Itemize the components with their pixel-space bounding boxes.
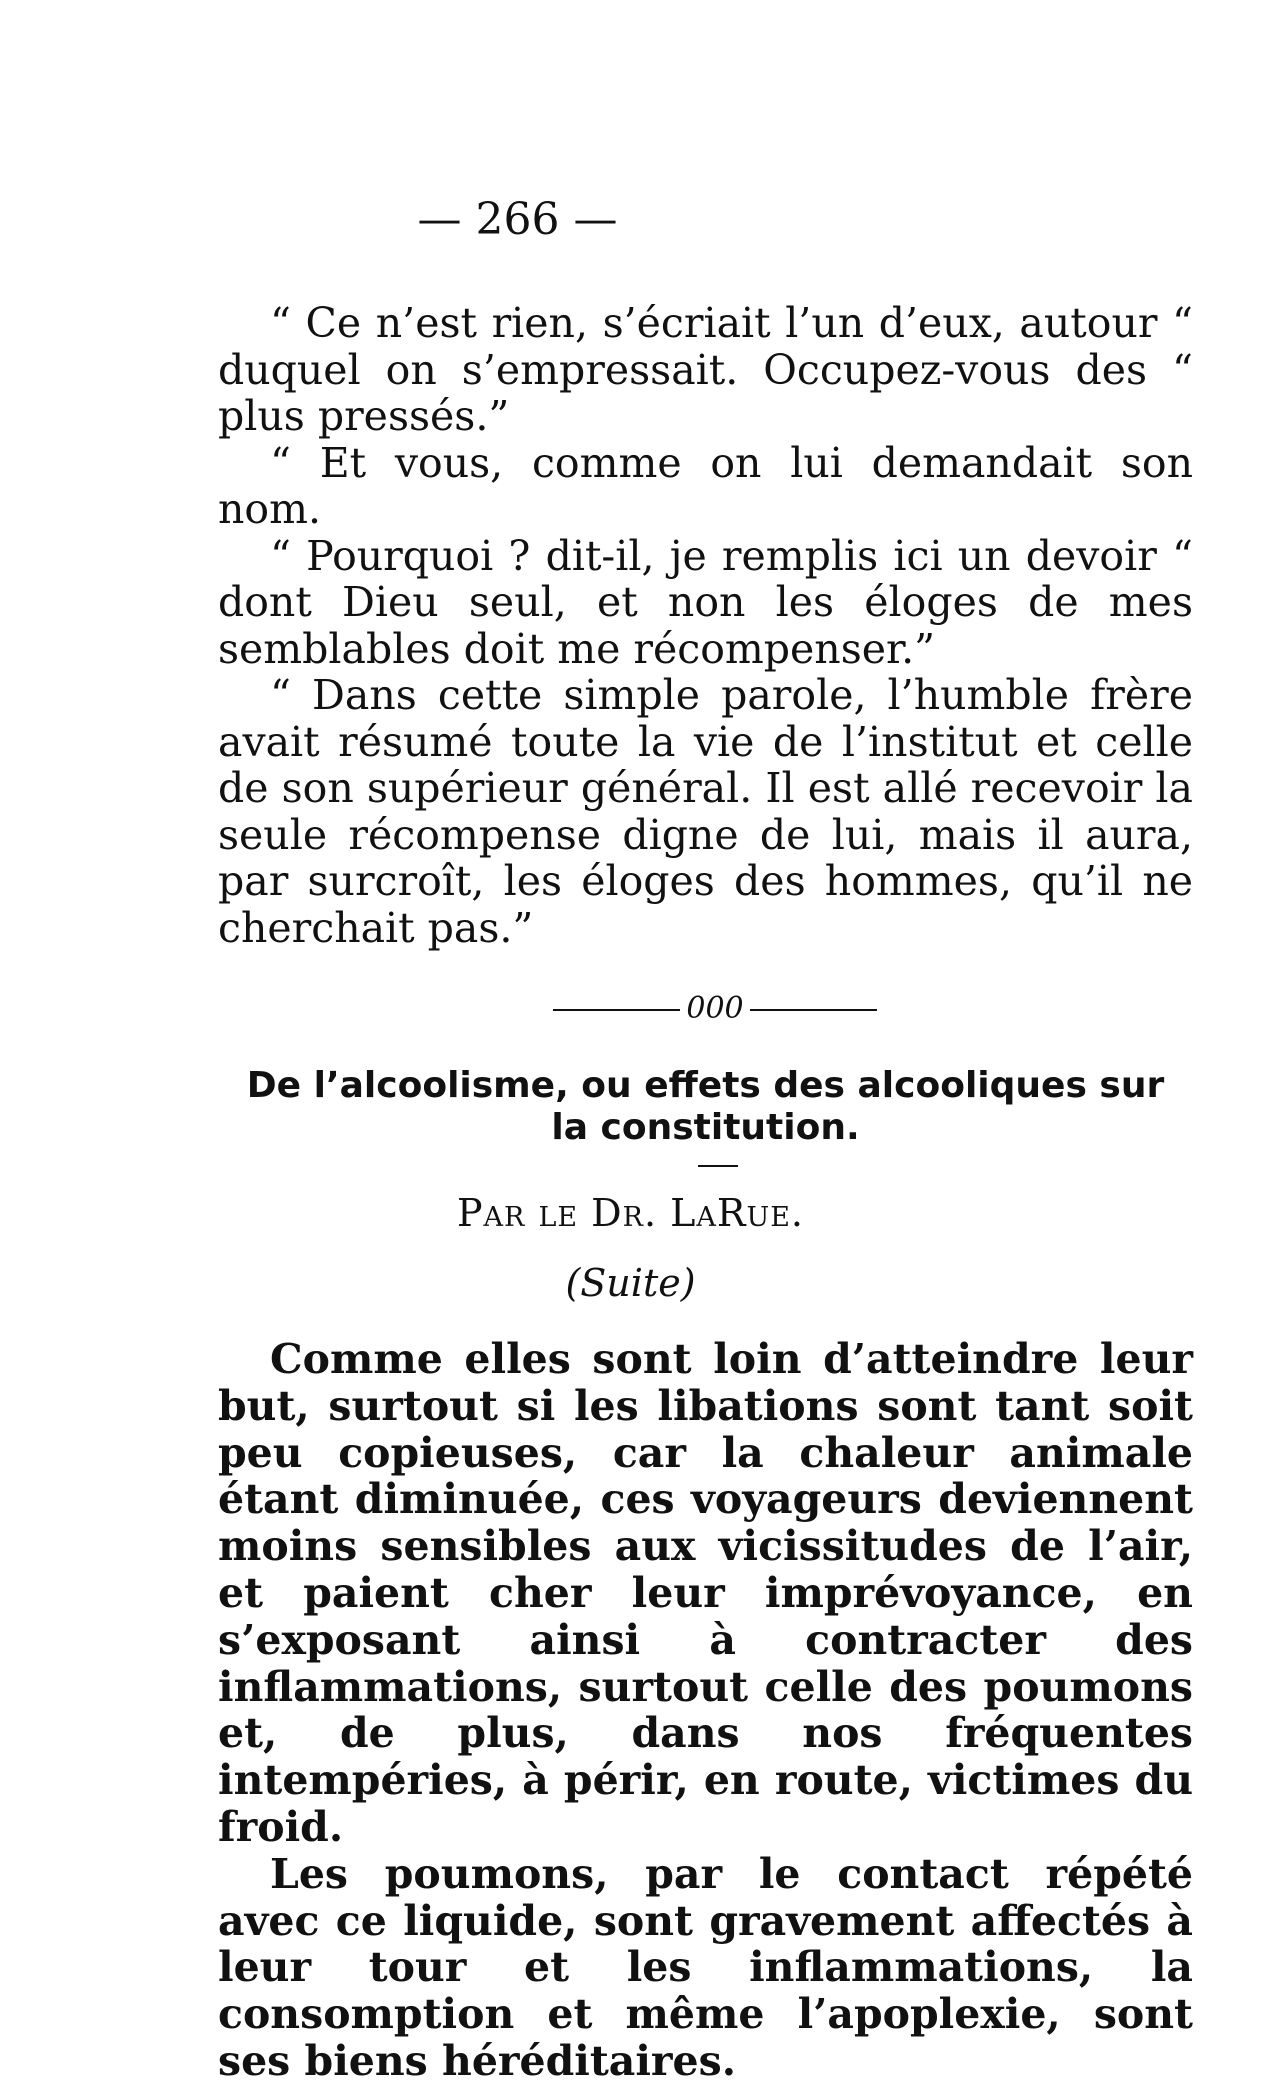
paragraph: Les poumons, par le contact répété avec ce liquide, sont gravement affectés à leur tour et les inflammations, la consomption et même l’apoplexie, sont ses biens héréditaires. [218,1849,1193,2085]
separator-mark: 000 [680,994,749,1024]
paragraph: “ Et vous, comme on lui demandait son nom. [218,438,1193,533]
article-title-line: De l’alcoolisme, ou effets des alcooliques sur [246,1065,1165,1106]
page-number: — 266 — [417,194,618,245]
article-author: Par le Dr. LaRue. [456,1191,805,1235]
paragraph: “ Pourquoi ? dit-il, je remplis ici un devoir “ dont Dieu seul, et non les éloges de mes semblables doit me récompenser.” [218,531,1193,673]
opening-text [218,300,1193,951]
article-body [218,1336,1193,2085]
paragraph: “ Ce n’est rien, s’écriait l’un d’eux, autour “ duquel on s’empressait. Occupez-vous des “ plus pressés.” [218,299,1193,440]
article-title [218,1065,1193,1149]
section-separator [553,991,877,1026]
paragraph: Comme elles sont loin d’atteindre leur but, surtout si les libations sont tant soit peu copieuses, car la chaleur animale étant diminuée, ces voyageurs deviennent moins sensibles aux vicissitudes de l’air, et paient cher leur imprévoyance, en s’exposant ainsi à contracter des inflammations, surtout celle des poumons et, de plus, dans nos fréquentes intempéries, à périr, en route, victimes du froid. [218,1335,1193,1851]
continued-label: (Suite) [565,1261,696,1305]
article-title-line: la constitution. [551,1107,860,1148]
title-rule [698,1165,738,1167]
paragraph: “ Dans cette simple parole, l’humble frère avait résumé toute la vie de l’institut et celle de son supérieur général. Il est allé recevoir la seule récompense digne de lui, mais il aura, par surcroît, les éloges des hommes, qu’il ne cherchait pas.” [218,671,1193,952]
